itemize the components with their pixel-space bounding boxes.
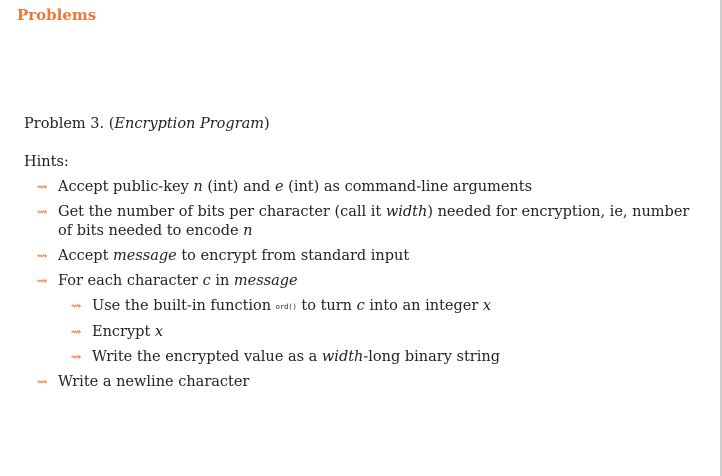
problem-heading [24,115,704,134]
hint-text: ) needed for encryption, ie, number of bits needed to encode [58,204,690,239]
squiggle-arrow-icon: ⇝ [36,375,48,390]
math-c: c [202,273,211,289]
squiggle-arrow-icon: ⇝ [36,205,48,220]
hint-item-5 [24,373,704,392]
problem-open-paren: ( [108,116,115,132]
hint-item-2 [24,203,704,241]
math-message: message [233,273,298,289]
hint-text: (int) as command-line arguments [283,179,533,195]
squiggle-arrow-icon: ⇝ [36,180,48,195]
sub-hint-item-2 [58,323,704,342]
hint-text: to encrypt from standard input [176,248,410,264]
math-x: x [154,324,164,340]
problem-label: Problem 3. [24,116,105,132]
squiggle-arrow-icon: ⇝ [70,299,82,314]
squiggle-arrow-icon: ⇝ [36,274,48,289]
hint-item-3 [24,247,704,266]
slide-body [24,115,704,398]
math-width: width [385,204,428,220]
hint-text: -long binary string [363,349,500,365]
code-ord: ord() [275,303,297,311]
hint-text: For each character [58,273,203,289]
hint-text: Accept [58,248,114,264]
hint-text: Encrypt [92,324,155,340]
frame-title: Problems [17,6,97,24]
math-e: e [274,179,284,195]
sub-hint-item-3 [58,348,704,367]
problem-close-paren: ) [264,116,270,132]
hint-item-4 [24,272,704,367]
hint-text: into an integer [364,298,483,314]
hint-item-1 [24,178,704,197]
math-message: message [113,248,177,264]
hint-text: Write the encrypted value as a [92,349,322,365]
hint-text: Write a newline character [58,374,250,390]
hint-text: (int) and [202,179,275,195]
hint-text: Get the number of bits per character (call it [58,204,386,220]
hints-heading: Hints: [24,154,69,170]
squiggle-arrow-icon: ⇝ [36,249,48,264]
squiggle-arrow-icon: ⇝ [70,325,82,340]
hint-text: Accept public-key [58,179,194,195]
hint-text: in [210,273,234,289]
hint-text: to turn [296,298,357,314]
math-n: n [243,223,253,239]
squiggle-arrow-icon: ⇝ [70,350,82,365]
math-width: width [321,349,364,365]
hint-text: Use the built-in function [92,298,276,314]
math-x: x [482,298,492,314]
hint-sublist [58,297,704,367]
sub-hint-item-1 [58,297,704,317]
math-n: n [193,179,203,195]
problem-name: Encryption Program [114,116,265,132]
math-c: c [356,298,365,314]
hints-list [24,178,704,392]
